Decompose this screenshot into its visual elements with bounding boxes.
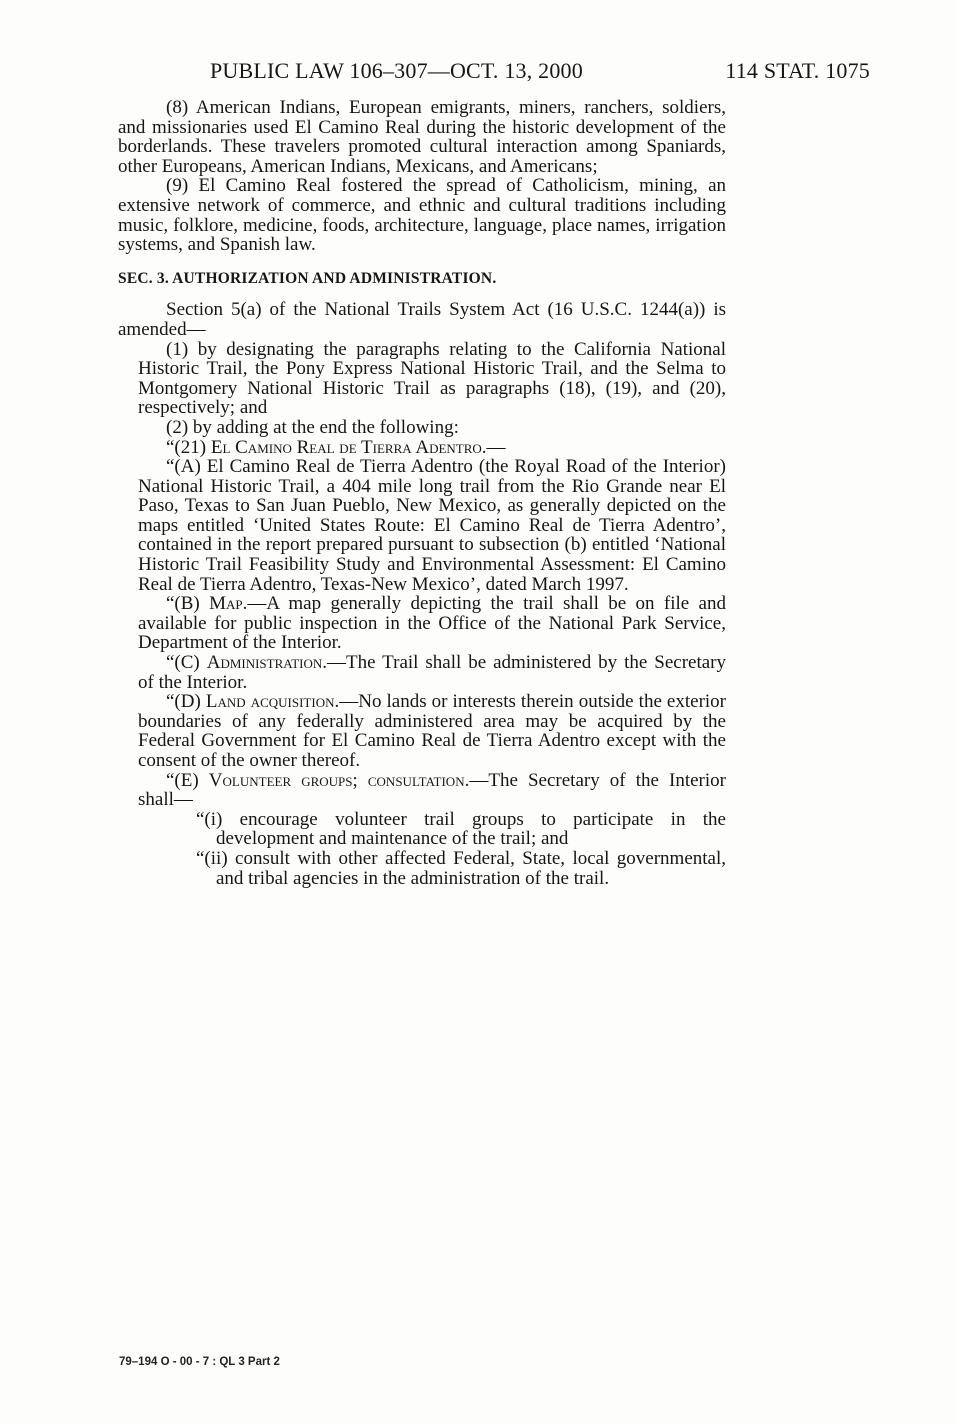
- paragraph-8: (8) American Indians, European emigrants, miners, ranchers, soldiers, and missionaries used El Camino Real during the historic development of the borderlands. These travelers promoted cultural interaction among Spaniards, other Europeans, American Indians, Mexicans, and Americans;: [118, 97, 726, 177]
- subparagraph-b-title: Map: [209, 593, 243, 615]
- subparagraph-c-title: Administration: [206, 652, 323, 674]
- subparagraph-c-number: “(C): [166, 652, 207, 674]
- subparagraph-d-title: Land acquisition: [205, 691, 335, 713]
- subparagraph-d-number: “(D): [166, 691, 206, 713]
- subparagraph-e-number: “(E): [166, 769, 209, 791]
- print-job-code: 79–194 O - 00 - 7 : QL 3 Part 2: [119, 1356, 280, 1368]
- subparagraph-a: “(A) El Camino Real de Tierra Adentro (the Royal Road of the Interior) National Historic Trail, a 404 mile long trail from the Rio Grande near El Paso, Texas to San Juan Pueblo, New Mexico, as generally depicted on the maps entitled ‘United States Route: El Camino Real de Tierra Adentro’, contained in the report prepared pursuant to subsection (b) entitled ‘National Historic Trail Feasibility Study and Environmental Assessment: El Camino Real de Tierra Adentro, Texas-New Mexico’, dated March 1997.: [138, 456, 726, 595]
- inserted-paragraph-21: [118, 438, 726, 458]
- subparagraph-b: [118, 594, 726, 653]
- subparagraph-e-text: .—The Secretary of the Interior shall—: [138, 769, 726, 811]
- subparagraph-b-number: “(B): [166, 593, 210, 615]
- subparagraph-d-text: .—No lands or interests therein outside the exterior boundaries of any federally administered area may be acquired by the Federal Government for El Camino Real de Tierra Adentro except with the consent of the owner thereof.: [138, 691, 727, 771]
- section-heading: SEC. 3. AUTHORIZATION AND ADMINISTRATION.: [118, 269, 497, 287]
- running-header: [210, 58, 870, 92]
- subparagraph-c: [118, 653, 726, 692]
- subparagraph-d: [118, 692, 726, 770]
- statute-page-number: 114 STAT. 1075: [725, 58, 870, 83]
- amendment-item-1: (1) by designating the paragraphs relating to the California National Historic Trail, the Pony Express National Historic Trail, and the Selma to Montgomery National Historic Trail as paragraphs (18), (19), and (20), respectively; and: [138, 338, 726, 419]
- subparagraph-b-text: .—A map generally depicting the trail shall be on file and available for public inspection in the Office of the National Park Service, Department of the Interior.: [138, 593, 726, 654]
- document-body: [118, 98, 726, 888]
- section-intro: Section 5(a) of the National Trails System Act (16 U.S.C. 1244(a)) is amended—: [118, 299, 726, 340]
- subparagraph-e-title: Volunteer groups; consultation: [208, 769, 465, 791]
- clause-i: “(i) encourage volunteer trail groups to participate in the development and maintenance of the trail; and: [196, 808, 726, 850]
- paragraph-21-title: El Camino Real de Tierra Adentro: [210, 436, 482, 458]
- paragraph-21-number: “(21): [166, 436, 211, 458]
- paragraph-9: (9) El Camino Real fostered the spread of Catholicism, mining, an extensive network of commerce, and ethnic and cultural traditions including music, folklore, medicine, foods, architecture, language, place names, irrigation systems, and Spanish law.: [118, 175, 726, 256]
- clause-ii: “(ii) consult with other affected Federal, State, local governmental, and tribal agencies in the administration of the trail.: [196, 847, 726, 889]
- paragraph-21-dash: .—: [481, 436, 506, 458]
- subparagraph-e: [118, 771, 726, 810]
- law-citation: PUBLIC LAW 106–307—OCT. 13, 2000: [210, 58, 583, 83]
- amendment-item-2: (2) by adding at the end the following:: [166, 416, 459, 438]
- subparagraph-c-text: .—The Trail shall be administered by the Secretary of the Interior.: [138, 652, 726, 693]
